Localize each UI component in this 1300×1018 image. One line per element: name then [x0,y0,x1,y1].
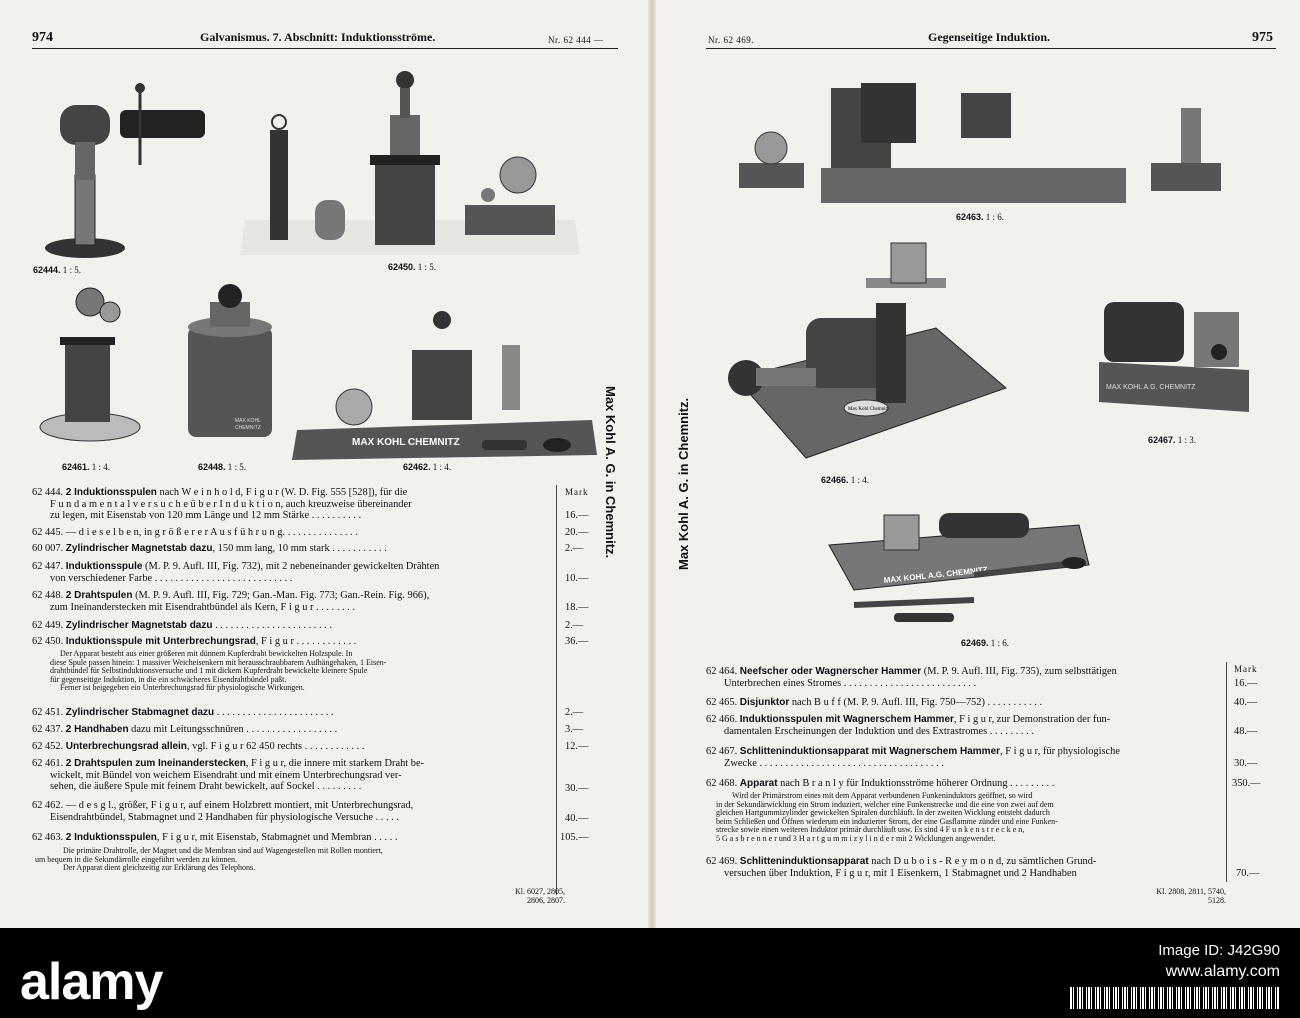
figure-62461-illustration [35,282,145,462]
plate-text: MAX KOHL A.G. CHEMNITZ [1106,384,1196,391]
left-side-text: Max Kohl A. G. in Chemnitz. [603,386,618,559]
entry-60007-price: 2.— [565,543,584,554]
entry-number: 62 445. [32,527,64,538]
book-gutter [648,0,656,928]
left-footer [505,888,565,905]
maker-plate: MAX KOHL CHEMNITZ [352,437,460,448]
figure-62466-illustration [716,228,1016,468]
entry-text: (M. P. 9. Aufl. III, Fig. 732), mit 2 nebeneinander gewickelten Drähten [142,561,440,572]
entry-text: F u n d a m e n t a l v e r s u c h e ü b e r I n d u k t i o n, auch kreuzweise übereinander [50,498,412,510]
left-page-number: 974 [32,30,53,45]
entry-title: Neefscher oder Wagnerscher Hammer [739,666,922,677]
figure-number: 62469. [961,638,989,648]
figure-62450-illustration [240,70,580,260]
figure-number: 62467. [1148,435,1176,445]
entry-62452-price: 12.— [565,741,589,752]
entry-62467 [706,746,1120,769]
site-url: www.alamy.com [1165,963,1280,980]
entry-number: 62 450. [32,636,64,647]
entry-text: , F i g u r . . . . . . . . . . . . [255,636,357,647]
coil-stamp-2: CHEMNITZ [235,425,261,431]
entry-title: Disjunktor [739,697,790,708]
entry-number: 62 448. [32,590,64,601]
entry-text: nach W e i n h o l d, F i g u r (W. D. Fig. 555 [528]), für die [156,487,408,498]
entry-title: Unterbrechungsrad allein [65,741,187,752]
entry-text: , 150 mm lang, 10 mm stark . . . . . . . . . . . [212,543,387,554]
figure-62462-caption [403,462,451,472]
entry-62464-price: 16.— [1234,678,1258,689]
figure-number: 62461. [62,462,90,472]
entry-number: 62 465. [706,697,738,708]
entry-62469-price: 70.— [1236,868,1260,879]
footer-line: Kl. 6027, 2805, [515,887,565,896]
right-side-text: Max Kohl A. G. in Chemnitz. [676,397,691,570]
entry-62437 [32,724,337,736]
entry-text: . . . . . . . . . . . . . . . . . . . . . . . [212,620,332,631]
right-page-number: 975 [1252,30,1273,45]
entry-number: 62 462. [32,800,64,811]
price-column-rule [1226,662,1227,882]
entry-text: nach B r a n l y für Induktionsströme höherer Ordnung . . . . . . . . . [777,778,1055,789]
entry-62462-price: 40.— [565,813,589,824]
entry-number: 62 461. [32,758,64,769]
entry-62461-price: 30.— [565,783,589,794]
entry-62463-description [35,847,383,873]
entry-62466 [706,714,1110,737]
figure-62448-caption [198,462,246,472]
entry-number: 62 469. [706,856,738,867]
entry-62445-price: 20.— [565,527,589,538]
entry-number: 62 464. [706,666,738,677]
entry-62463 [32,832,397,844]
price-column-rule [556,485,557,895]
entry-62467-price: 30.— [1234,758,1258,769]
figure-number: 62466. [821,475,849,485]
price-column-head: Mark [1234,664,1258,674]
entry-title: Induktionsspule mit Unterbrechungsrad [65,636,256,647]
entry-text: damentalen Erscheinungen der Induktion und des Extrastromes . . . . . . . . . [724,725,1034,737]
description-line: für gegenseitige Induktion, in die ein schwächeres Eisendrahtbündel paßt. [50,674,287,684]
entry-62449 [32,620,332,632]
footer-line: 5128. [1208,895,1226,905]
figure-scale: 1 : 5. [62,265,82,275]
entry-62462 [32,800,413,823]
entry-text: von verschiedener Farbe . . . . . . . . . . . . . . . . . . . . . . . . . . . [50,572,293,584]
right-page [656,0,1300,928]
entry-title: Induktionsspule [65,561,143,572]
description-line: gleichen Hartgummizylinder gewickelten Spiralen durchläuft. In der zweiten Wicklung entsteht dadurch [716,808,1050,818]
entry-text: . . . . . . . . . . . . . . . . . . . . . . . [214,707,334,718]
entry-title: 2 Induktionsspulen [65,487,157,498]
left-page [0,0,648,928]
entry-62469 [706,856,1096,879]
entry-62447 [32,561,439,584]
entry-number: 62 437. [32,724,64,735]
entry-title: Zylindrischer Magnetstab dazu [65,620,213,631]
entry-number: 62 451. [32,707,64,718]
entry-title: Induktionsspulen mit Wagnerschem Hammer [739,714,954,725]
figure-number: 62462. [403,462,431,472]
left-header-rule [32,48,618,49]
figure-number: 62448. [198,462,226,472]
description-line: 5 G a s b r e n n e r und 3 H a r t g u m m i z y l i n d e r mit 2 Wicklungen angewendet. [716,833,996,843]
entry-number: 62 463. [32,832,64,843]
entry-number: 62 449. [32,620,64,631]
entry-62468 [706,778,1054,790]
entry-text: nach D u b o i s - R e y m o n d, zu sämtlichen Grund- [868,856,1097,867]
entry-text: , F i g u r, die innere mit starkem Draht be- [245,758,425,769]
entry-number: 62 452. [32,741,64,752]
right-ref: Nr. 62 469. [708,35,754,45]
description-line: diese Spule passen hinein: 1 massiver Weicheisenkern mit herausschraubbarem Aufhängehaken, 1 Eisen- [50,657,387,667]
entry-62444 [32,487,412,522]
figure-62448-illustration [180,282,280,462]
entry-text: Zwecke . . . . . . . . . . . . . . . . . . . . . . . . . . . . . . . . . . . . [724,757,944,769]
coil-stamp: MAX KOHL [235,418,261,424]
right-running-head: Gegenseitige Induktion. [928,30,1051,44]
entry-62463-price: 105.— [560,832,589,843]
description-line: Die primäre Drahtrolle, der Magnet und die Membran sind auf Wagengestellen mit Rollen montiert, [63,846,383,855]
figure-62444-illustration [30,70,220,265]
entry-62444-price: 16.— [565,510,589,521]
brand-logo: alamy [20,953,163,1011]
figure-62466-caption [821,475,869,485]
figure-62461-caption [62,462,110,472]
entry-text: — d e s g l., größer, F i g u r, auf einem Holzbrett montiert, mit Unterbrechungsrad, [65,800,414,811]
figure-scale: 1 : 4. [432,462,452,472]
entry-text: wickelt, mit Bündel von weichem Eisendraht und mit einem Unterbrechungsrad ver- [50,769,402,781]
description-line: strecke sowie einen weiteren Induktor primär durchläuft usw. Es sind 4 F u n k e n s t r e c k e n, [716,825,1025,835]
entry-title: Apparat [739,778,778,789]
footer-line: Kl. 2808, 2811, 5740, [1156,887,1226,896]
figure-scale: 1 : 5. [227,462,247,472]
badge-text: Max Kohl Chemnitz [848,407,890,412]
entry-text: , vgl. F i g u r 62 450 rechts . . . . . . . . . . . . [186,741,365,752]
image-info [1070,942,1280,1009]
entry-number: 62 467. [706,746,738,757]
entry-62450 [32,636,356,648]
figure-62469-caption [961,638,1009,648]
entry-text: (M. P. 9. Aufl. III, Fig. 735), zum selbsttätigen [921,666,1117,677]
figure-62467-illustration [1094,292,1254,417]
entry-text: dazu mit Leitungsschnüren . . . . . . . . . . . . . . . . . . [128,724,338,735]
entry-62451-price: 2.— [565,707,584,718]
entry-62437-price: 3.— [565,724,584,735]
figure-62450-caption [388,262,436,272]
entry-number: 60 007. [32,543,64,554]
entry-60007 [32,543,387,555]
entry-text: versuchen über Induktion, F i g u r, mit 1 Eisenkern, 1 Stabmagnet und 2 Handhaben [724,867,1077,879]
figure-scale: 1 : 5. [417,262,437,272]
entry-title: 2 Drahtspulen [65,590,133,601]
entry-text: , F i g u r, für physiologische [1000,746,1120,757]
entry-number: 62 447. [32,561,64,572]
entry-title: Schlitteninduktionsapparat [739,856,869,867]
figure-scale: 1 : 6. [990,638,1010,648]
description-line: Der Apparat besteht aus einer größeren mit dünnem Kupferdraht bewickelten Holzspule. In [60,649,353,658]
figure-62469-illustration [824,505,1094,635]
figure-scale: 1 : 4. [91,462,111,472]
entry-62447-price: 10.— [565,573,589,584]
entry-text: , F i g u r, mit Eisenstab, Stabmagnet und Membran . . . . . [156,832,398,843]
figure-62462-illustration [292,305,602,465]
description-line: Wird der Primärstrom eines mit dem Apparat verbundenen Funkeninduktors geöffnet, so wird [732,791,1033,800]
entry-text: Eisendrahtbündel, Stabmagnet und 2 Handhaben für physiologische Versuche . . . . . [50,811,399,823]
entry-text: sehen, die äußere Spule mit feinem Draht bewickelt, auf Sockel . . . . . . . . . [50,781,362,793]
description-line: Der Apparat dient gleichzeitig zur Erklärung des Telephons. [63,863,256,873]
entry-number: 62 468. [706,778,738,789]
figure-scale: 1 : 6. [985,212,1005,222]
figure-62444-caption [33,265,81,275]
entry-text: nach B u f f (M. P. 9. Aufl. III, Fig. 750—752) . . . . . . . . . . . [789,697,1043,708]
figure-number: 62444. [33,265,61,275]
entry-text: zum Ineinanderstecken mit Eisendrahtbündel als Kern, F i g u r . . . . . . . . [50,601,356,613]
entry-text: Unterbrechen eines Stromes . . . . . . . . . . . . . . . . . . . . . . . . . . [724,677,977,689]
entry-62468-price: 350.— [1232,778,1261,789]
left-running-head: Galvanismus. 7. Abschnitt: Induktionsströme. [200,30,436,44]
entry-62464 [706,666,1117,689]
entry-62468-description [716,792,1058,844]
description-line: drahtbündel für Selbstinduktionsversuche und 1 mit dickem Kupferdraht bewickelte kleinere Spule [50,666,368,676]
image-id: Image ID: J42G90 [1158,942,1280,959]
description-line: in der Sekundärwicklung ein Strom induziert, welcher eine Funkenstrecke und die eine von zwei auf dem [716,799,1054,809]
description-line: um bequem in die Sekundärrolle eingeführt werden zu können. [35,854,237,864]
figure-62463-illustration [731,68,1241,218]
figure-number: 62463. [956,212,984,222]
entry-title: 2 Drahtspulen zum Ineinanderstecken [65,758,246,769]
figure-scale: 1 : 4. [850,475,870,485]
entry-title: Schlitteninduktionsapparat mit Wagnerschem Hammer [739,746,1001,757]
figure-scale: 1 : 3. [1177,435,1197,445]
right-header-rule [706,48,1276,49]
figure-62463-caption [956,212,1004,222]
entry-62448 [32,590,429,613]
entry-62452 [32,741,364,753]
price-column-head: Mark [565,487,589,497]
entry-text: — d i e s e l b e n, in g r ö ß e r e r A u s f ü h r u n g. . . . . . . . . . . . . . . [65,527,358,538]
figure-number: 62450. [388,262,416,272]
entry-62450-price: 36.— [565,636,589,647]
entry-62445 [32,527,358,539]
entry-62451 [32,707,334,719]
entry-62466-price: 48.— [1234,726,1258,737]
entry-title: Zylindrischer Magnetstab dazu [65,543,213,554]
maker-plate: MAX KOHL A.G. CHEMNITZ [883,565,989,585]
entry-text: (M. P. 9. Aufl. III, Fig. 729; Gan.-Man. Fig. 773; Gan.-Rein. Fig. 966), [132,590,430,601]
entry-number: 62 444. [32,487,64,498]
barcode-icon [1070,987,1280,1009]
footer-line: 2806, 2807. [527,895,565,905]
left-ref: Nr. 62 444 — [548,35,604,45]
entry-62449-price: 2.— [565,620,584,631]
entry-62465 [706,697,1042,709]
description-line: Ferner ist beigegeben ein Unterbrechungsrad für physiologische Wirkungen. [60,683,305,693]
right-footer [1126,888,1226,905]
entry-number: 62 466. [706,714,738,725]
entry-text: zu legen, mit Eisenstab von 120 mm Länge und 12 mm Stärke . . . . . . . . . . [50,510,362,522]
watermark-bar [0,928,1300,1018]
figure-62467-caption [1148,435,1196,445]
entry-62448-price: 18.— [565,602,589,613]
entry-text: , F i g u r, zur Demonstration der fun- [953,714,1111,725]
entry-62461 [32,758,424,793]
entry-62465-price: 40.— [1234,697,1258,708]
entry-62450-description [50,650,386,693]
entry-title: Zylindrischer Stabmagnet dazu [65,707,215,718]
entry-title: 2 Handhaben [65,724,129,735]
description-line: beim Schließen und Öffnen wiederum ein induzierter Strom, der eine Gasflamme zündet und eine Funken- [716,816,1058,826]
entry-title: 2 Induktionsspulen [65,832,157,843]
